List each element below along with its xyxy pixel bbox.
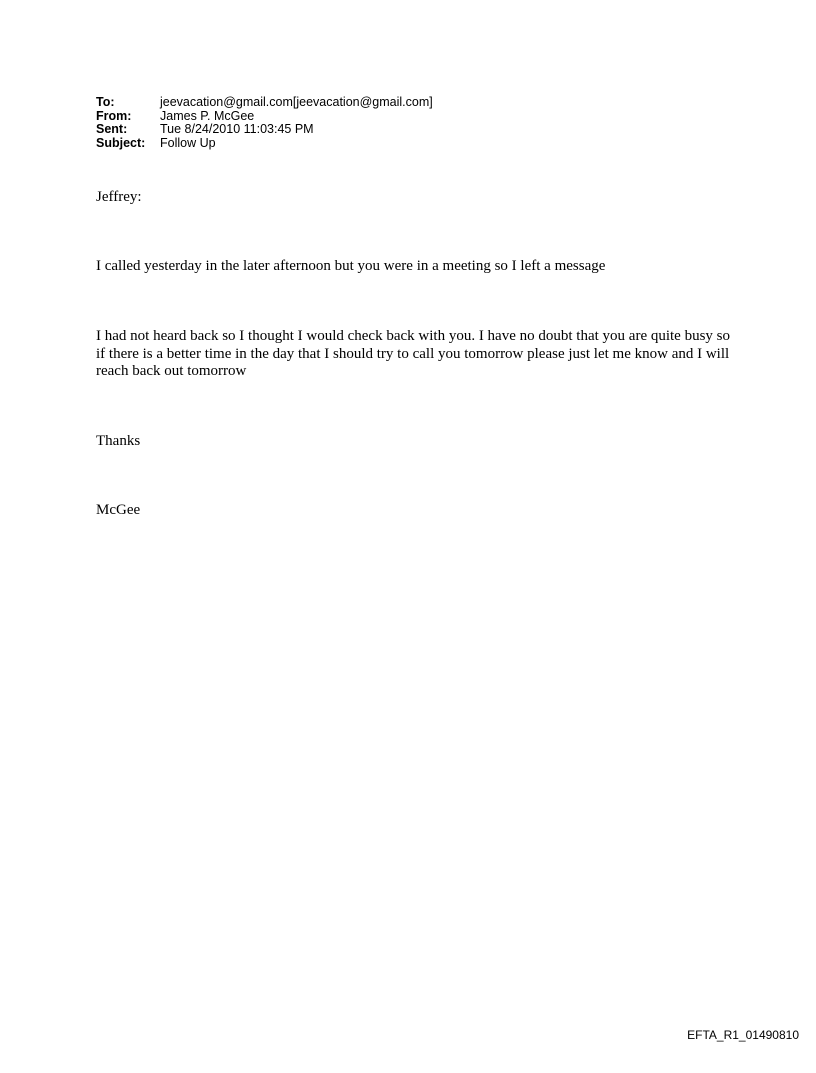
email-signature: McGee [96, 502, 141, 518]
to-row [96, 96, 433, 110]
subject-label: Subject: [96, 135, 146, 150]
email-closing: Thanks [96, 433, 141, 449]
to-value: jeevacation@gmail.com[jeevacation@gmail.com] [160, 95, 433, 109]
from-row [96, 110, 433, 124]
email-header [96, 96, 433, 150]
to-label: To: [96, 95, 115, 109]
from-label: From: [96, 108, 132, 123]
subject-row [96, 137, 433, 151]
sent-row [96, 123, 433, 137]
from-value: James P. McGee [160, 108, 255, 123]
sent-label: Sent: [96, 122, 128, 136]
email-greeting: Jeffrey: [96, 189, 142, 205]
email-paragraph-1: I called yesterday in the later afternoon but you were in a meeting so I left a message [96, 258, 606, 274]
email-paragraph-2: I had not heard back so I thought I would check back with you. I have no doubt that you are quite busy so if there is a better time in the day that I should try to call you tomorrow please just let me know and I will reach back out tomorrow [96, 328, 731, 379]
sent-value: Tue 8/24/2010 11:03:45 PM [160, 122, 314, 136]
subject-value: Follow Up [160, 135, 216, 150]
document-id: EFTA_R1_01490810 [687, 1028, 799, 1042]
